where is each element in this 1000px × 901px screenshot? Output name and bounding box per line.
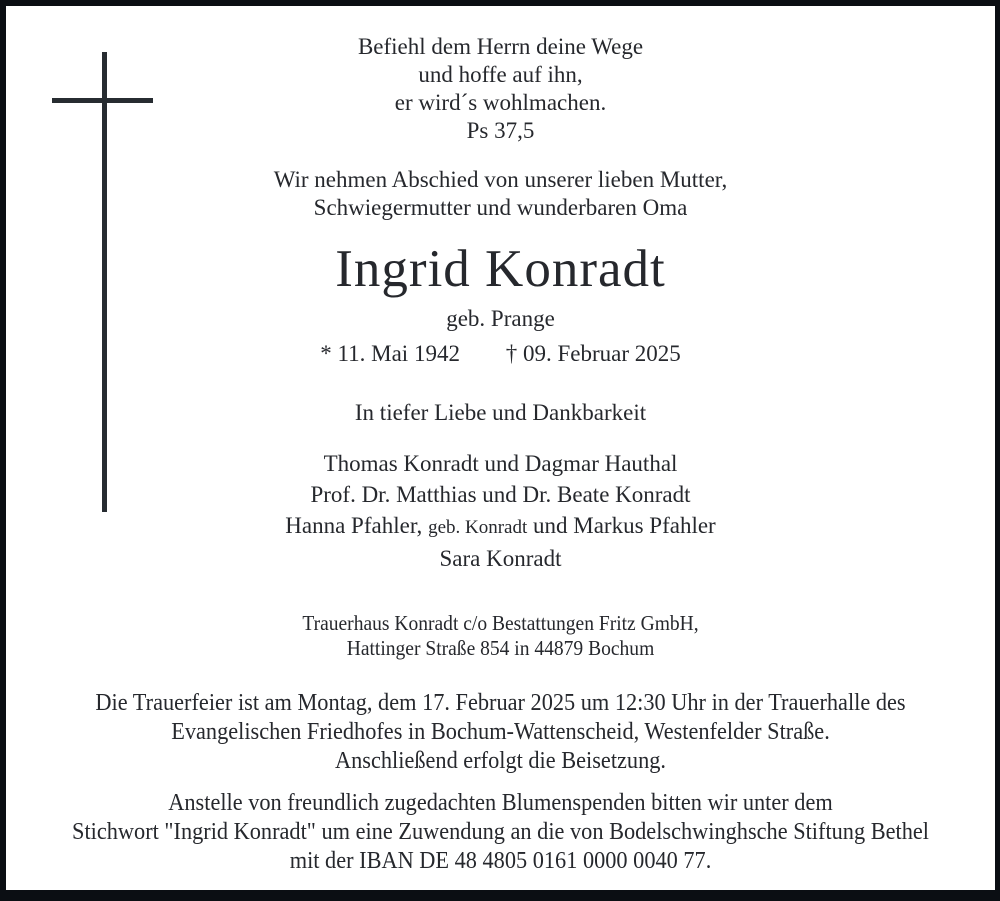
life-dates <box>6 339 995 369</box>
mourner-line: Prof. Dr. Matthias und Dr. Beate Konradt <box>310 482 691 507</box>
donation-info-line: Stichwort "Ingrid Konradt" um eine Zuwendung an die von Bodelschwinghsche Stiftung Bethel <box>72 819 929 845</box>
scripture-line: er wird´s wohlmachen. <box>394 90 607 115</box>
scripture-line: Befiehl dem Herrn deine Wege <box>357 34 644 59</box>
mourner-name: Hanna Pfahler, <box>285 513 423 538</box>
mourner-line <box>6 510 995 543</box>
funeral-home-address <box>6 611 995 661</box>
donation-info-line: mit der IBAN DE 48 4805 0161 0000 0040 77. <box>289 848 712 874</box>
scripture-quote <box>6 33 995 145</box>
farewell-intro <box>6 166 995 222</box>
scripture-reference: Ps 37,5 <box>466 118 535 143</box>
condolence-line: In tiefer Liebe und Dankbarkeit <box>354 400 647 425</box>
mourners-list <box>6 448 995 574</box>
farewell-intro-line: Schwiegermutter und wunderbaren Oma <box>313 195 688 220</box>
scripture-line: und hoffe auf ihn, <box>418 62 583 87</box>
mourner-line: Thomas Konradt und Dagmar Hauthal <box>323 451 678 476</box>
mourner-name: und Markus Pfahler <box>533 513 716 538</box>
donation-information <box>6 789 995 876</box>
donation-info-line: Anstelle von freundlich zugedachten Blumenspenden bitten wir unter dem <box>168 790 833 816</box>
service-info-line: Die Trauerfeier ist am Montag, dem 17. Februar 2025 um 12:30 Uhr in der Trauerhalle des <box>95 690 906 716</box>
deceased-name: Ingrid Konradt <box>335 240 666 298</box>
service-info-line: Evangelischen Friedhofes in Bochum-Wattenscheid, Westenfelder Straße. <box>171 719 830 745</box>
service-information <box>6 689 995 776</box>
funeral-home-line: Hattinger Straße 854 in 44879 Bochum <box>346 636 655 660</box>
service-info-line: Anschließend erfolgt die Beisetzung. <box>335 748 666 774</box>
funeral-home-line: Trauerhaus Konradt c/o Bestattungen Fritz GmbH, <box>302 611 699 635</box>
death-date: † 09. Februar 2025 <box>505 341 681 366</box>
mourner-maiden-name: geb. Konradt <box>428 517 528 538</box>
mourner-line: Sara Konradt <box>439 546 562 571</box>
birth-date: * 11. Mai 1942 <box>320 341 460 366</box>
farewell-intro-line: Wir nehmen Abschied von unserer lieben Mutter, <box>273 167 728 192</box>
deceased-maiden-name: geb. Prange <box>446 306 555 331</box>
